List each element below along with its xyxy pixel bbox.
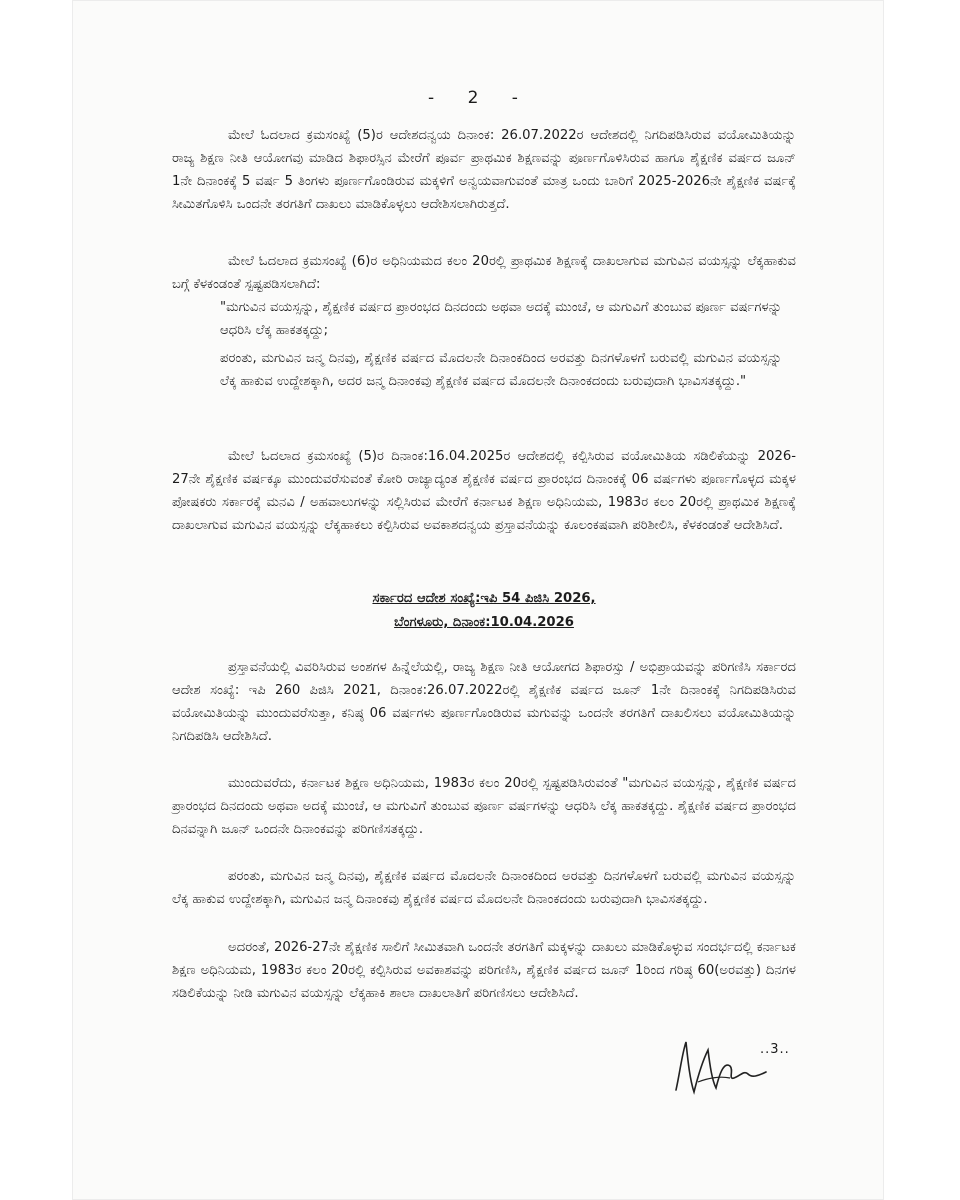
page-number: - 2 - (428, 88, 532, 108)
order-number: ಸರ್ಕಾರದ ಆದೇಶ ಸಂಖ್ಯೆ:ಇಪಿ 54 ಪಿಜಿಸಿ 2026, (372, 591, 596, 606)
paragraph-1: ಮೇಲೆ ಓದಲಾದ ಕ್ರಮಸಂಖ್ಯೆ (5)ರ ಆದೇಶದನ್ವಯ ದಿನಾಂಕ: 26.07.2022ರ ಆದೇಶದಲ್ಲಿ ನಿಗದಿಪಡಿಸಿರುವ ವಯೋಮಿತಿಯನ್ನು ರಾಜ್ಯ ಶಿಕ್ಷಣ ನೀತಿ ಆಯೋಗವು ಮಾಡಿದ ಶಿಫಾರಸ್ಸಿನ ಮೇರೆಗೆ ಪೂರ್ವ ಪ್ರಾಥಮಿಕ ಶಿಕ್ಷಣವನ್ನು ಪೂರ್ಣಗೊಳಿಸಿರುವ ಹಾಗೂ ಶೈಕ್ಷಣಿಕ ವರ್ಷದ ಜೂನ್ 1ನೇ ದಿನಾಂಕಕ್ಕೆ 5 ವರ್ಷ 5 ತಿಂಗಳು ಪೂರ್ಣಗೊಂಡಿರುವ ಮಕ್ಕಳಿಗೆ ಅನ್ವಯವಾಗುವಂತೆ ಮಾತ್ರ ಒಂದು ಬಾರಿಗೆ 2025-2026ನೇ ಶೈಕ್ಷಣಿಕ ವರ್ಷಕ್ಕೆ ಸೀಮಿತಗೊಳಿಸಿ ಒಂದನೇ ತರಗತಿಗೆ ದಾಖಲು ಮಾಡಿಕೊಳ್ಳಲು ಆದೇಶಿಸಲಾಗಿರುತ್ತದೆ. (172, 128, 796, 212)
continued-marker: ..3.. (760, 1042, 790, 1057)
quoted-clause-1: "ಮಗುವಿನ ವಯಸ್ಸನ್ನು, ಶೈಕ್ಷಣಿಕ ವರ್ಷದ ಪ್ರಾರಂಭದ ದಿನದಂದು ಅಥವಾ ಅದಕ್ಕೆ ಮುಂಚೆ, ಆ ಮಗುವಿಗೆ ತುಂಬುವ ಪೂರ್ಣ ವರ್ಷಗಳನ್ನು ಆಧರಿಸಿ ಲೆಕ್ಕ ಹಾಕತಕ್ಕದ್ದು; (220, 300, 782, 338)
government-order-heading (172, 587, 796, 635)
paragraph-4: ಪ್ರಸ್ತಾವನೆಯಲ್ಲಿ ವಿವರಿಸಿರುವ ಅಂಶಗಳ ಹಿನ್ನೆಲೆಯಲ್ಲಿ, ರಾಜ್ಯ ಶಿಕ್ಷಣ ನೀತಿ ಆಯೋಗದ ಶಿಫಾರಸ್ಸು / ಅಭಿಪ್ರಾಯವನ್ನು ಪರಿಗಣಿಸಿ ಸರ್ಕಾರದ ಆದೇಶ ಸಂಖ್ಯೆ: ಇಪಿ 260 ಪಿಜಿಸಿ 2021, ದಿನಾಂಕ:26.07.2022ರಲ್ಲಿ ಶೈಕ್ಷಣಿಕ ವರ್ಷದ ಜೂನ್ 1ನೇ ದಿನಾಂಕಕ್ಕೆ ನಿಗದಿಪಡಿಸಿರುವ ವಯೋಮಿತಿಯನ್ನು ಮುಂದುವರೆಸುತ್ತಾ, ಕನಿಷ್ಠ 06 ವರ್ಷಗಳು ಪೂರ್ಣಗೊಂಡಿರುವ ಮಗುವನ್ನು ಒಂದನೇ ತರಗತಿಗೆ ದಾಖಲಿಸಲು ವಯೋಮಿತಿಯನ್ನು ನಿಗದಿಪಡಿಸಿ ಆದೇಶಿಸಿದೆ. (172, 660, 796, 744)
paragraph-3: ಮೇಲೆ ಓದಲಾದ ಕ್ರಮಸಂಖ್ಯೆ (5)ರ ದಿನಾಂಕ:16.04.2025ರ ಆದೇಶದಲ್ಲಿ ಕಲ್ಪಿಸಿರುವ ವಯೋಮಿತಿಯ ಸಡಿಲಿಕೆಯನ್ನು 2026-27ನೇ ಶೈಕ್ಷಣಿಕ ವರ್ಷಕ್ಕೂ ಮುಂದುವರೆಸುವಂತೆ ಕೋರಿ ರಾಜ್ಯಾದ್ಯಂತ ಶೈಕ್ಷಣಿಕ ವರ್ಷದ ಪ್ರಾರಂಭದ ದಿನಾಂಕಕ್ಕೆ 06 ವರ್ಷಗಳು ಪೂರ್ಣಗೊಳ್ಳದ ಮಕ್ಕಳ ಪೋಷಕರು ಸರ್ಕಾರಕ್ಕೆ ಮನವಿ / ಅಹವಾಲುಗಳನ್ನು ಸಲ್ಲಿಸಿರುವ ಮೇರೆಗೆ ಕರ್ನಾಟಕ ಶಿಕ್ಷಣ ಅಧಿನಿಯಮ, 1983ರ ಕಲಂ 20ರಲ್ಲಿ ಪ್ರಾಥಮಿಕ ಶಿಕ್ಷಣಕ್ಕೆ ದಾಖಲಾಗುವ ಮಗುವಿನ ವಯಸ್ಸನ್ನು ಲೆಕ್ಕಹಾಕಲು ಕಲ್ಪಿಸಿರುವ ಅವಕಾಶದನ್ವಯ ಪ್ರಸ್ತಾವನೆಯನ್ನು ಕೂಲಂಕಷವಾಗಿ ಪರಿಶೀಲಿಸಿ, ಕೆಳಕಂಡಂತೆ ಆದೇಶಿಸಿದೆ. (172, 449, 796, 533)
paragraph-2: ಮೇಲೆ ಓದಲಾದ ಕ್ರಮಸಂಖ್ಯೆ (6)ರ ಅಧಿನಿಯಮದ ಕಲಂ 20ರಲ್ಲಿ ಪ್ರಾಥಮಿಕ ಶಿಕ್ಷಣಕ್ಕೆ ದಾಖಲಾಗುವ ಮಗುವಿನ ವಯಸ್ಸನ್ನು ಲೆಕ್ಕಹಾಕುವ ಬಗ್ಗೆ ಕೆಳಕಂಡಂತೆ ಸ್ಪಷ್ಟಪಡಿಸಲಾಗಿದೆ: (172, 254, 796, 292)
paragraph-5: ಮುಂದುವರೆದು, ಕರ್ನಾಟಕ ಶಿಕ್ಷಣ ಅಧಿನಿಯಮ, 1983ರ ಕಲಂ 20ರಲ್ಲಿ ಸ್ಪಷ್ಟಪಡಿಸಿರುವಂತೆ "ಮಗುವಿನ ವಯಸ್ಸನ್ನು, ಶೈಕ್ಷಣಿಕ ವರ್ಷದ ಪ್ರಾರಂಭದ ದಿನದಂದು ಅಥವಾ ಅದಕ್ಕೆ ಮುಂಚೆ, ಆ ಮಗುವಿಗೆ ತುಂಬುವ ಪೂರ್ಣ ವರ್ಷಗಳನ್ನು ಆಧರಿಸಿ ಲೆಕ್ಕ ಹಾಕತಕ್ಕದ್ದು. ಶೈಕ್ಷಣಿಕ ವರ್ಷದ ಪ್ರಾರಂಭದ ದಿನವನ್ನಾಗಿ ಜೂನ್ ಒಂದನೇ ದಿನಾಂಕವನ್ನು ಪರಿಗಣಿಸತಕ್ಕದ್ದು. (172, 776, 796, 837)
quoted-clause-2: ಪರಂತು, ಮಗುವಿನ ಜನ್ಮ ದಿನವು, ಶೈಕ್ಷಣಿಕ ವರ್ಷದ ಮೊದಲನೇ ದಿನಾಂಕದಿಂದ ಅರವತ್ತು ದಿನಗಳೊಳಗೆ ಬರುವಲ್ಲಿ ಮಗುವಿನ ವಯಸ್ಸನ್ನು ಲೆಕ್ಕ ಹಾಕುವ ಉದ್ದೇಶಕ್ಕಾಗಿ, ಅದರ ಜನ್ಮ ದಿನಾಂಕವು ಶೈಕ್ಷಣಿಕ ವರ್ಷದ ಮೊದಲನೇ ದಿನಾಂಕದಂದು ಬರುವುದಾಗಿ ಭಾವಿಸತಕ್ಕದ್ದು." (220, 351, 782, 389)
paragraph-7: ಅದರಂತೆ, 2026-27ನೇ ಶೈಕ್ಷಣಿಕ ಸಾಲಿಗೆ ಸೀಮಿತವಾಗಿ ಒಂದನೇ ತರಗತಿಗೆ ಮಕ್ಕಳನ್ನು ದಾಖಲು ಮಾಡಿಕೊಳ್ಳುವ ಸಂದರ್ಭದಲ್ಲಿ ಕರ್ನಾಟಕ ಶಿಕ್ಷಣ ಅಧಿನಿಯಮ, 1983ರ ಕಲಂ 20ರಲ್ಲಿ ಕಲ್ಪಿಸಿರುವ ಅವಕಾಶವನ್ನು ಪರಿಗಣಿಸಿ, ಶೈಕ್ಷಣಿಕ ವರ್ಷದ ಜೂನ್ 1ರಿಂದ ಗರಿಷ್ಠ 60(ಅರವತ್ತು) ದಿನಗಳ ಸಡಿಲಿಕೆಯನ್ನು ನೀಡಿ ಮಗುವಿನ ವಯಸ್ಸನ್ನು ಲೆಕ್ಕಹಾಕಿ ಶಾಲಾ ದಾಖಲಾತಿಗೆ ಪರಿಗಣಿಸಲು ಆದೇಶಿಸಿದೆ. (172, 940, 796, 1001)
order-place-date: ಬೆಂಗಳೂರು, ದಿನಾಂಕ:10.04.2026 (394, 615, 574, 630)
paragraph-6: ಪರಂತು, ಮಗುವಿನ ಜನ್ಮ ದಿನವು, ಶೈಕ್ಷಣಿಕ ವರ್ಷದ ಮೊದಲನೇ ದಿನಾಂಕದಿಂದ ಅರವತ್ತು ದಿನಗಳೊಳಗೆ ಬರುವಲ್ಲಿ ಮಗುವಿನ ವಯಸ್ಸನ್ನು ಲೆಕ್ಕ ಹಾಕುವ ಉದ್ದೇಶಕ್ಕಾಗಿ, ಮಗುವಿನ ಜನ್ಮ ದಿನಾಂಕವು ಶೈಕ್ಷಣಿಕ ವರ್ಷದ ಮೊದಲನೇ ದಿನಾಂಕದಂದು ಬರುವುದಾಗಿ ಭಾವಿಸತಕ್ಕದ್ದು. (172, 869, 796, 907)
